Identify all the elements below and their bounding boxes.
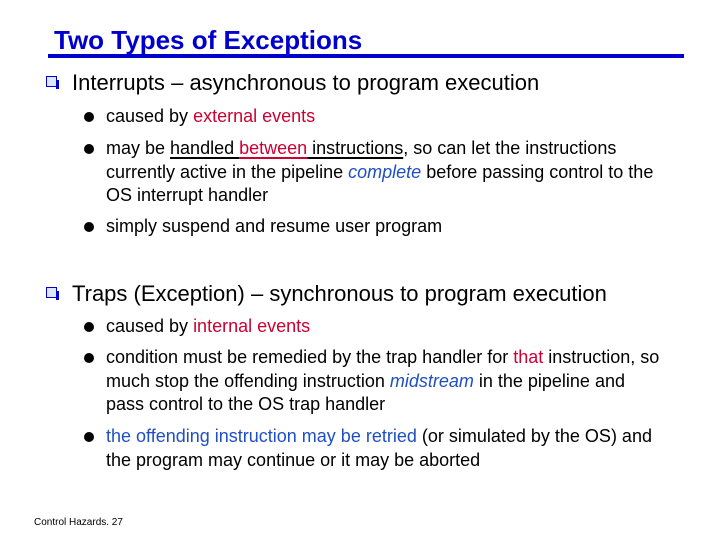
bullet-text [106,105,666,129]
slide-footer: Control Hazards. 27 [34,517,123,528]
highlight-text: external events [193,106,316,126]
square-bullet-icon [46,76,57,87]
round-bullet-icon [84,322,94,332]
bullet-text [106,346,666,417]
underlined-highlight-text: between [239,138,308,158]
text-run: in the pipeline and pass control to the OS trap handler [106,370,625,414]
round-bullet-icon [84,222,94,232]
underlined-text: handled [170,138,240,158]
text-run: caused by [106,316,194,336]
text-run: caused by [106,106,194,126]
italic-highlight-text: midstream [389,370,474,391]
heading-dash: – [250,281,264,306]
text-run: may be [106,138,171,158]
highlight-text: that [513,347,544,367]
title-bar [48,24,684,58]
highlight-text: internal events [193,316,311,336]
heading-description: asynchronous to program execution [189,70,540,95]
slide-title: Two Types of Exceptions [54,25,363,55]
highlight-text: the offending instruction may be retried [106,426,417,446]
bullet-text [106,137,666,208]
bullet-text [106,425,666,472]
round-bullet-icon [84,353,94,363]
bullet-text [106,315,666,339]
round-bullet-icon [84,432,94,442]
text-run: (or simulated by the OS) and the program may continue or it may be aborted [106,426,652,470]
heading-label: Interrupts [72,70,165,95]
text-run: , so can let the instructions currently active in the pipeline [106,138,617,182]
text-run: instruction, so much stop the offending instruction [106,347,660,391]
heading-label: Traps (Exception) [72,281,245,306]
underlined-text: instructions [307,138,404,158]
text-run: before passing control to the OS interrupt handler [106,161,654,205]
heading-dash: – [171,70,184,95]
text-run: condition must be remedied by the trap handler for [106,347,514,367]
round-bullet-icon [84,112,94,122]
bullet-text [106,215,666,239]
heading-text [72,69,539,97]
italic-highlight-text: complete [348,161,422,182]
square-bullet-icon [46,287,57,298]
text-run: simply suspend and resume user program [106,216,443,236]
round-bullet-icon [84,144,94,154]
heading-description: synchronous to program execution [269,281,607,306]
heading-text [72,280,607,308]
